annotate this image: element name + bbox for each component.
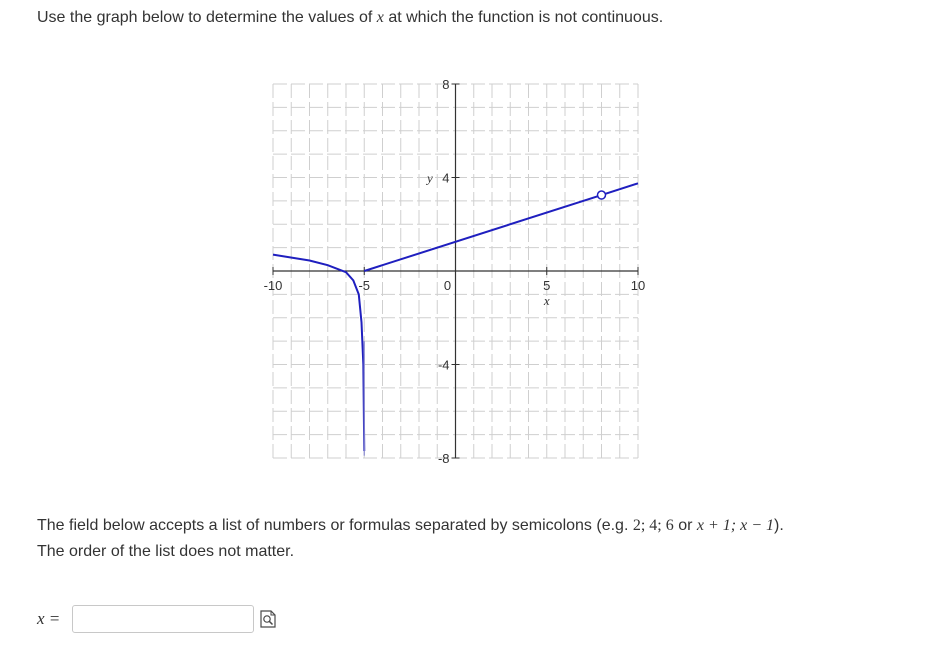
y-axis-label: y: [427, 170, 433, 186]
curve-left-curve: [273, 255, 364, 451]
x-tick-label: -10: [263, 278, 283, 293]
y-tick-label: -4: [437, 357, 450, 373]
instructions-suffix: ).: [774, 517, 784, 534]
question-variable: x: [376, 9, 384, 26]
answer-row: [37, 604, 276, 634]
x-tick-label: 5: [543, 278, 551, 293]
y-tick-label: -8: [437, 451, 450, 466]
instructions-prefix: The field below accepts a list of numbers or formulas separated by semicolons (e.g.: [37, 517, 629, 534]
instructions-line-1: [37, 513, 784, 539]
x-tick-label: 10: [630, 278, 646, 293]
function-graph: [250, 72, 660, 472]
y-tick-label: 4: [442, 170, 450, 186]
example-numbers: 2; 4; 6: [632, 517, 674, 534]
x-tick-label: 0: [443, 278, 452, 293]
curve-line: [364, 195, 601, 271]
open-point-marker: [598, 191, 606, 199]
instructions: [37, 513, 784, 565]
question-prefix: Use the graph below to determine the values of: [37, 9, 373, 26]
instructions-or: or: [678, 517, 693, 534]
example-formulas: x + 1; x − 1: [696, 517, 774, 534]
x-tick-label: -5: [358, 278, 371, 293]
x-axis-label: x: [543, 293, 550, 308]
answer-label: x =: [37, 609, 61, 628]
question-text: [37, 9, 663, 27]
preview-icon[interactable]: [260, 610, 276, 628]
instructions-line-2: The order of the list does not matter.: [37, 543, 295, 560]
answer-input[interactable]: [72, 605, 254, 633]
question-suffix: at which the function is not continuous.: [388, 9, 664, 26]
y-tick-label: 8: [442, 77, 450, 92]
